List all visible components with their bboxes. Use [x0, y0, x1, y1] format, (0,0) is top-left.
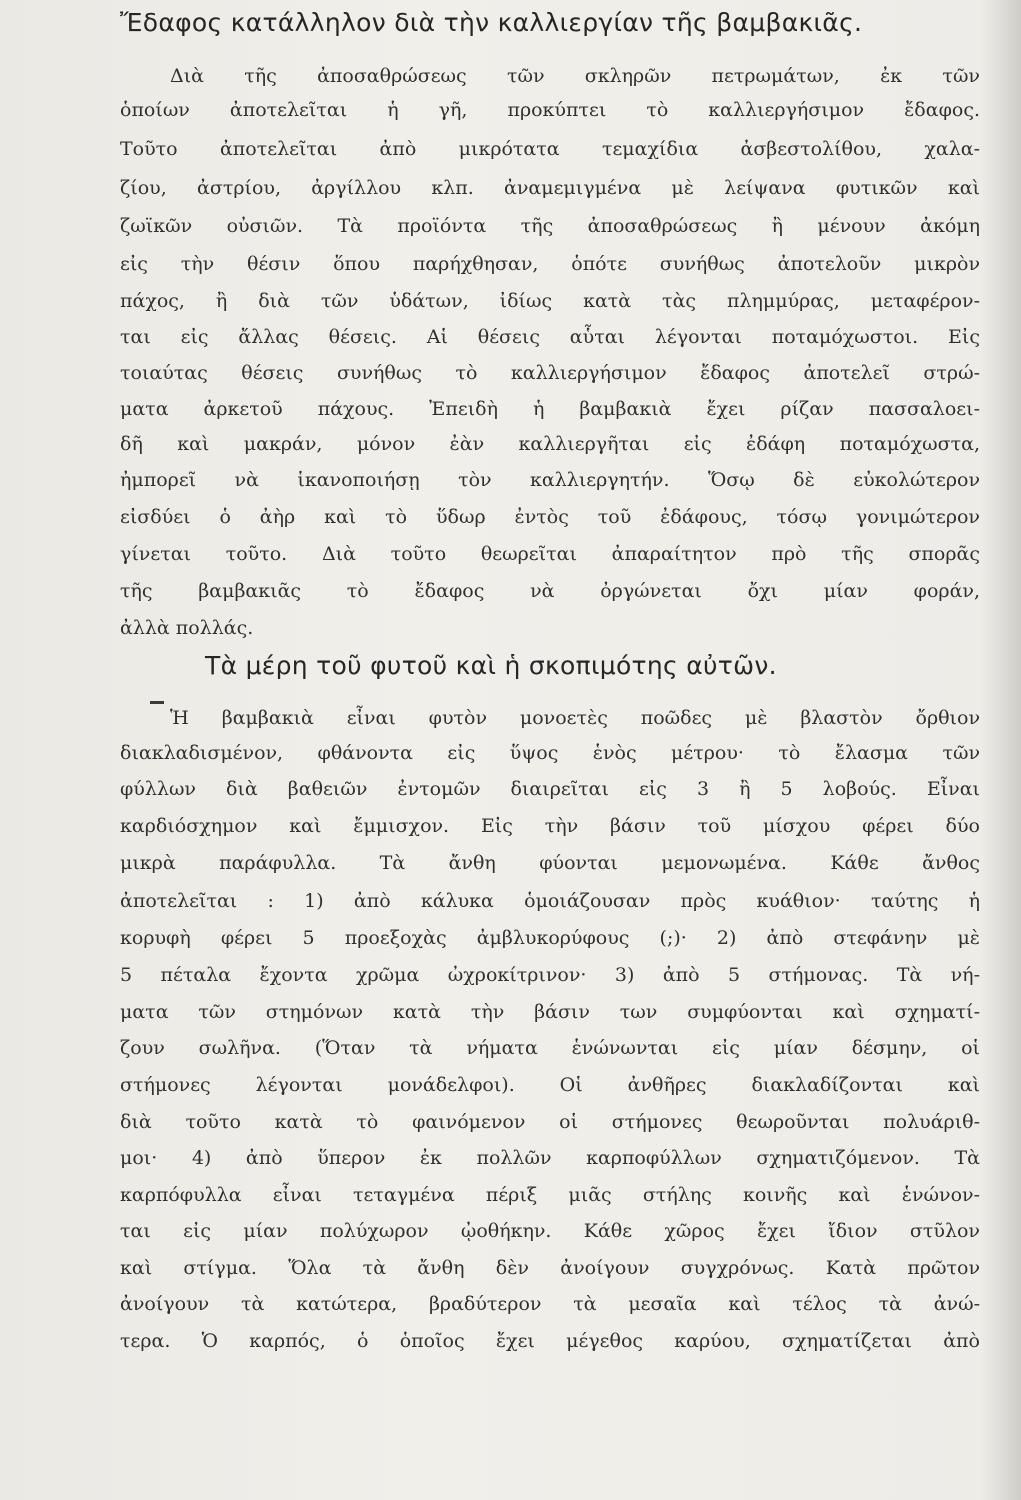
paragraph-line: τερα. Ὁ καρπός, ὁ ὁποῖος ἔχει μέγεθος καρύου, σχηματίζεται ἀπὸ — [120, 1330, 980, 1352]
paragraph-line: στήμονες λέγονται μονάδελφοι). Οἱ ἀνθῆρες διακλαδίζονται καὶ — [120, 1074, 980, 1096]
paragraph-line: τῆς βαμβακιᾶς τὸ ἔδαφος νὰ ὀργώνεται ὄχι μίαν φοράν, — [120, 580, 980, 602]
paragraph-line: ἀποτελεῖται : 1) ἀπὸ κάλυκα ὁμοιάζουσαν πρὸς κυάθιον· ταύτης ἡ — [120, 890, 980, 912]
paragraph-line: διακλαδισμένον, φθάνοντα εἰς ὕψος ἑνὸς μέτρου· τὸ ἔλασμα τῶν — [120, 742, 980, 764]
paragraph-line: ἀλλὰ πολλάς. — [120, 617, 254, 639]
margin-dash-mark — [150, 701, 164, 704]
paragraph-line: διὰ τοῦτο κατὰ τὸ φαινόμενον οἱ στήμονες θεωροῦνται πολυάριθ- — [120, 1111, 980, 1133]
paragraph-line: ματα ἀρκετοῦ πάχους. Ἐπειδὴ ἡ βαμβακιὰ ἔχει ρίζαν πασσαλοει- — [120, 398, 980, 420]
paragraph-line: ται εἰς μίαν πολύχωρον ᾠοθήκην. Κάθε χῶρος ἔχει ἴδιον στῦλον — [120, 1220, 980, 1242]
paragraph-line: καρδιόσχημον καὶ ἔμμισχον. Εἰς τὴν βάσιν τοῦ μίσχου φέρει δύο — [120, 815, 980, 837]
section-heading-plant-parts: Τὰ μέρη τοῦ φυτοῦ καὶ ἡ σκοπιμότης αὐτῶν. — [205, 651, 777, 680]
paragraph-line: εἰς τὴν θέσιν ὅπου παρήχθησαν, ὁπότε συνήθως ἀποτελοῦν μικρὸν — [120, 253, 980, 275]
paragraph-line: Διὰ τῆς ἀποσαθρώσεως τῶν σκληρῶν πετρωμάτων, ἐκ τῶν — [170, 65, 980, 87]
paragraph-line: ὁποίων ἀποτελεῖται ἡ γῆ, προκύπτει τὸ καλλιεργήσιμον ἔδαφος. — [120, 99, 980, 121]
paragraph-line: κορυφὴ φέρει 5 προεξοχὰς ἀμβλυκορύφους (;)· 2) ἀπὸ στεφάνην μὲ — [120, 927, 980, 949]
paragraph-line: δῆ καὶ μακράν, μόνον ἐὰν καλλιεργῆται εἰς ἐδάφη ποταμόχωστα, — [120, 433, 980, 455]
paragraph-line: μικρὰ παράφυλλα. Τὰ ἄνθη φύονται μεμονωμένα. Κάθε ἄνθος — [120, 852, 980, 874]
paragraph-line: ζίου, ἀστρίου, ἀργίλλου κλπ. ἀναμεμιγμένα μὲ λείψανα φυτικῶν καὶ — [120, 177, 980, 199]
section-heading-soil: Ἔδαφος κατάλληλον διὰ τὴν καλλιεργίαν τῆς βαμβακιᾶς. — [120, 8, 863, 37]
paragraph-line: ται εἰς ἄλλας θέσεις. Αἱ θέσεις αὗται λέγονται ποταμόχωστοι. Εἰς — [120, 326, 980, 348]
paragraph-line: φύλλων διὰ βαθειῶν ἐντομῶν διαιρεῖται εἰς 3 ἢ 5 λοβούς. Εἶναι — [120, 778, 980, 800]
paragraph-line: εἰσδύει ὁ ἀὴρ καὶ τὸ ὕδωρ ἐντὸς τοῦ ἐδάφους, τόσῳ γονιμώτερον — [120, 506, 980, 528]
paragraph-line: τοιαύτας θέσεις συνήθως τὸ καλλιεργήσιμον ἔδαφος ἀποτελεῖ στρώ- — [120, 362, 980, 384]
paragraph-line: 5 πέταλα ἔχοντα χρῶμα ὠχροκίτρινον· 3) ἀπὸ 5 στήμονας. Τὰ νή- — [120, 964, 980, 986]
paragraph-line: Ἡ βαμβακιὰ εἶναι φυτὸν μονοετὲς ποῶδες μὲ βλαστὸν ὄρθιον — [170, 707, 980, 729]
page-edge-shadow — [981, 0, 1021, 1500]
paragraph-line: ἠμπορεῖ νὰ ἱκανοποιήσῃ τὸν καλλιεργητήν. Ὅσῳ δὲ εὐκολώτερον — [120, 469, 980, 491]
paragraph-line: καὶ στίγμα. Ὅλα τὰ ἄνθη δὲν ἀνοίγουν συγχρόνως. Κατὰ πρῶτον — [120, 1257, 980, 1279]
paragraph-line: καρπόφυλλα εἶναι τεταγμένα πέριξ μιᾶς στήλης κοινῆς καὶ ἑνώνον- — [120, 1184, 980, 1206]
paragraph-line: Τοῦτο ἀποτελεῖται ἀπὸ μικρότατα τεμαχίδια ἀσβεστολίθου, χαλα- — [120, 138, 980, 160]
paragraph-line: ἀνοίγουν τὰ κατώτερα, βραδύτερον τὰ μεσαῖα καὶ τέλος τὰ ἀνώ- — [120, 1293, 980, 1315]
paragraph-line: πάχος, ἢ διὰ τῶν ὑδάτων, ἰδίως κατὰ τὰς πλημμύρας, μεταφέρον- — [120, 290, 980, 312]
paragraph-line: ζουν σωλῆνα. (Ὅταν τὰ νήματα ἑνώνωνται εἰς μίαν δέσμην, οἱ — [120, 1037, 980, 1059]
paragraph-line: γίνεται τοῦτο. Διὰ τοῦτο θεωρεῖται ἀπαραίτητον πρὸ τῆς σπορᾶς — [120, 543, 980, 565]
paragraph-line: μοι· 4) ἀπὸ ὕπερον ἐκ πολλῶν καρποφύλλων σχηματιζόμενον. Τὰ — [120, 1147, 980, 1169]
paragraph-line: ματα τῶν στημόνων κατὰ τὴν βάσιν των συμφύονται καὶ σχηματί- — [120, 1001, 980, 1023]
paragraph-line: ζωϊκῶν οὐσιῶν. Τὰ προϊόντα τῆς ἀποσαθρώσεως ἢ μένουν ἀκόμη — [120, 215, 980, 237]
